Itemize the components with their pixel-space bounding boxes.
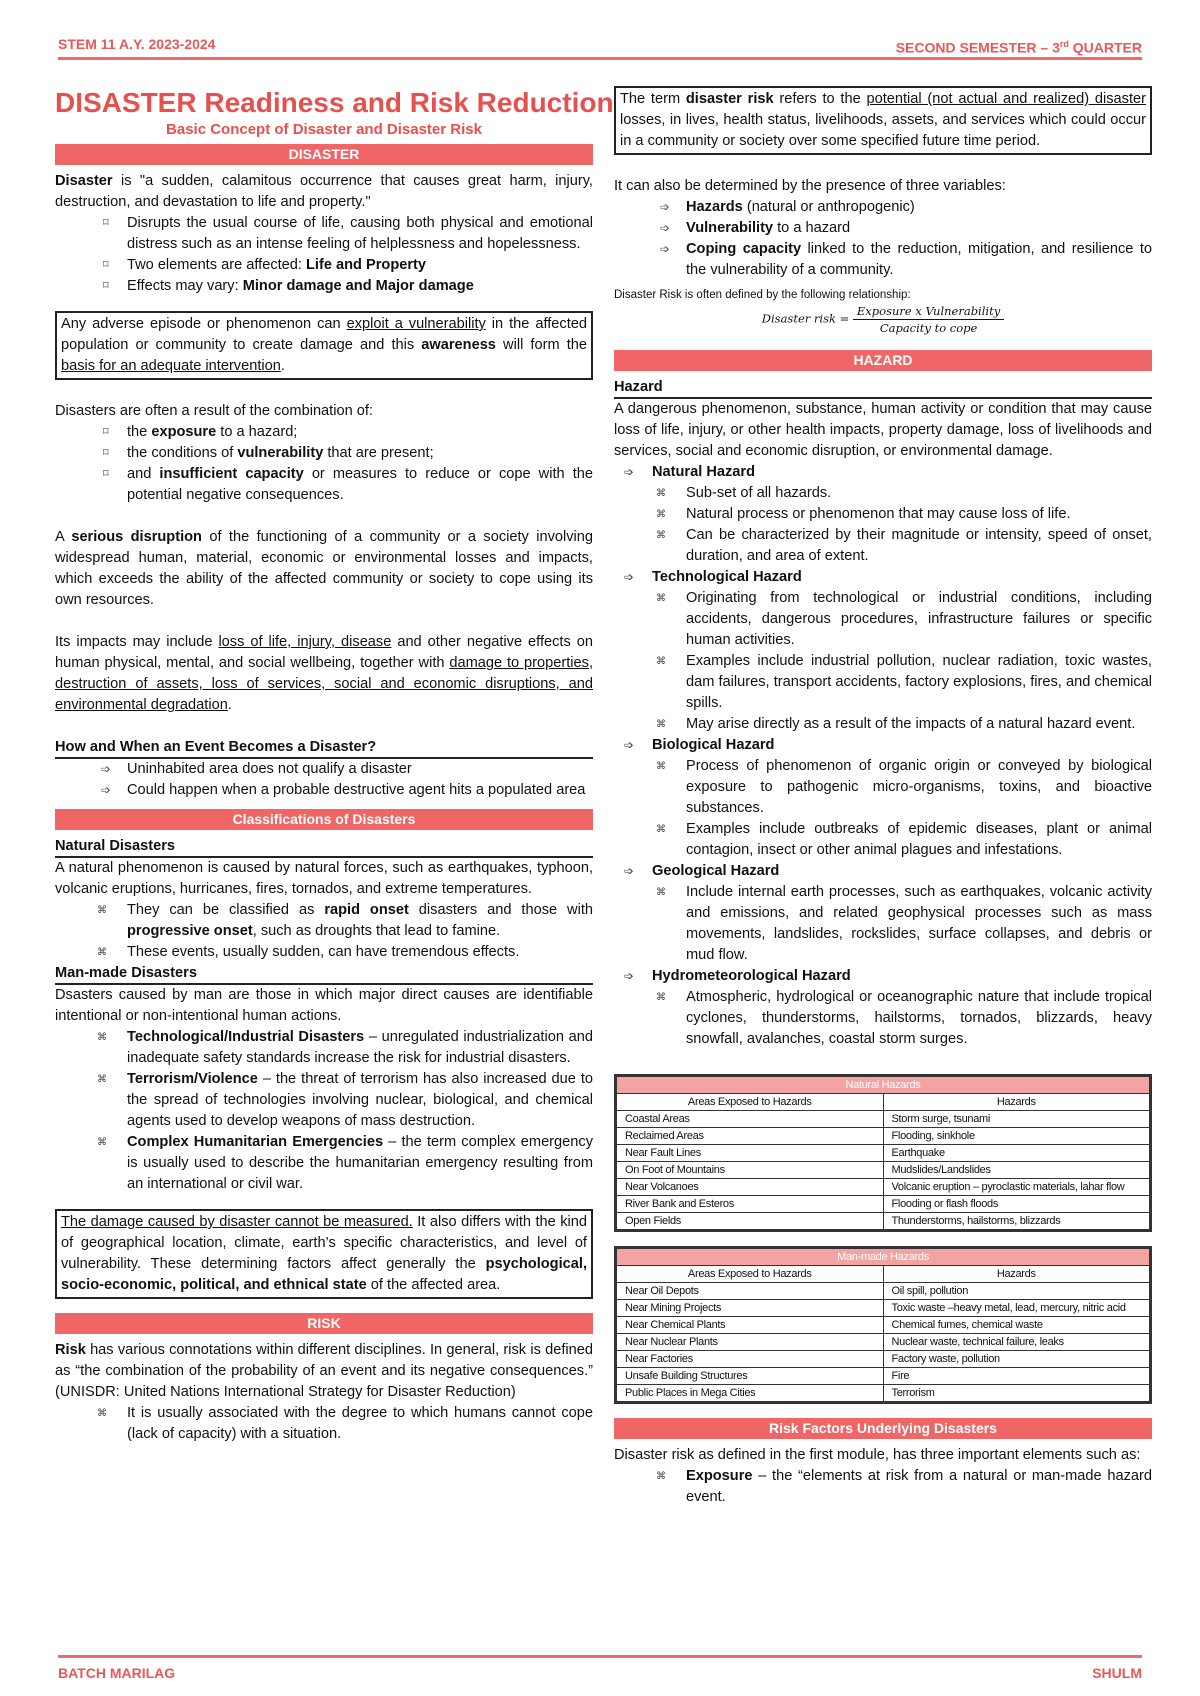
table-cell: Toxic waste –heavy metal, lead, mercury, nitric acid bbox=[883, 1300, 1150, 1317]
list-item: ⌘ Technological/Industrial Disasters – unregulated industrialization and inadequate safety standards increase the risk for industrial disasters. bbox=[127, 1027, 593, 1069]
table-cell: Thunderstorms, hailstorms, blizzards bbox=[883, 1213, 1150, 1230]
table-header: Areas Exposed to Hazards bbox=[617, 1266, 884, 1283]
hazard-definition: A dangerous phenomenon, substance, human activity or condition that may cause loss of life, injury, or other health impacts, property damage, loss of livelihoods and services, social and economic disruption, or environmental damage. bbox=[614, 401, 1152, 459]
table-row bbox=[617, 1213, 1150, 1230]
when-list bbox=[55, 759, 593, 801]
table-cell: Near Mining Projects bbox=[617, 1300, 884, 1317]
formula-fraction bbox=[853, 303, 1004, 336]
manmade-disasters-def: Dsasters caused by man are those in which major direct causes are identifiable intentional or non-intentional human actions. bbox=[55, 987, 593, 1024]
list-item: ⌘ Examples include outbreaks of epidemic diseases, plant or animal contagion, insect or other animal plagues and infestations. bbox=[686, 819, 1152, 861]
hydrometeorological-hazard-list bbox=[614, 987, 1152, 1050]
table-cell: Coastal Areas bbox=[617, 1111, 884, 1128]
table-cell: Near Volcanoes bbox=[617, 1179, 884, 1196]
table-cell: Public Places in Mega Cities bbox=[617, 1385, 884, 1402]
footer-rule bbox=[58, 1655, 1142, 1658]
list-item: ⌘ Natural process or phenomenon that may cause loss of life. bbox=[686, 504, 1152, 525]
table-cell: Volcanic eruption – pyroclastic materials, lahar flow bbox=[883, 1179, 1150, 1196]
table-cell: Factory waste, pollution bbox=[883, 1351, 1150, 1368]
list-item: ⌑ Two elements are affected: Life and Property bbox=[127, 255, 593, 276]
disaster-risk-formula bbox=[614, 303, 1152, 336]
table-row bbox=[617, 1368, 1150, 1385]
table-cell: Flooding, sinkhole bbox=[883, 1128, 1150, 1145]
table-header: Hazards bbox=[883, 1266, 1150, 1283]
list-item: ⌘ Sub-set of all hazards. bbox=[686, 483, 1152, 504]
damage-note-box: The damage caused by disaster cannot be measured. It also differs with the kind of geographical location, climate, earth’s specific characteristics, and level of vulnerability. These determining factors affect generally the psychological, socio-economic, political, and ethnical state of the affected area. bbox=[55, 1209, 593, 1299]
list-item: ⌘ Can be characterized by their magnitude or intensity, speed of onset, duration, and area of extent. bbox=[686, 525, 1152, 567]
table-row bbox=[617, 1179, 1150, 1196]
manmade-disasters-heading: Man-made Disasters bbox=[55, 963, 593, 985]
list-item: ⌘ These events, usually sudden, can have tremendous effects. bbox=[127, 942, 593, 963]
formula-denominator: Capacity to cope bbox=[879, 321, 978, 335]
list-item: ⌘ They can be classified as rapid onset disasters and those with progressive onset, such as droughts that lead to famine. bbox=[127, 900, 593, 942]
table-row bbox=[617, 1111, 1150, 1128]
table-cell: Storm surge, tsunami bbox=[883, 1111, 1150, 1128]
list-item: ⌘ Terrorism/Violence – the threat of terrorism has also increased due to the spread of technologies involving nuclear, biological, and chemical agents used to develop weapons of mass destruction. bbox=[127, 1069, 593, 1132]
table-cell: Near Chemical Plants bbox=[617, 1317, 884, 1334]
table-cell: Near Fault Lines bbox=[617, 1145, 884, 1162]
table-header: Areas Exposed to Hazards bbox=[617, 1094, 884, 1111]
table-row bbox=[617, 1283, 1150, 1300]
table-header: Hazards bbox=[883, 1094, 1150, 1111]
list-item: ⌘ Examples include industrial pollution, nuclear radiation, toxic wastes, dam failures, transport accidents, factory explosions, fires, and chemical spills. bbox=[686, 651, 1152, 714]
geological-hazard-heading: ➩ Geological Hazard bbox=[614, 861, 1152, 882]
manmade-disasters-list bbox=[55, 1027, 593, 1195]
when-heading: How and When an Event Becomes a Disaster? bbox=[55, 737, 593, 759]
risk-definition: Risk has various connotations within different disciplines. In general, risk is defined as “the combination of the probability of an event and its negative consequences.” (UNISDR: United Nations International Strategy for Disaster Reduction) bbox=[55, 1342, 593, 1400]
page-title: DISASTER Readiness and Risk Reduction bbox=[55, 87, 614, 118]
variables-list bbox=[614, 197, 1152, 281]
risk-list bbox=[55, 1403, 593, 1445]
list-item: ⌘ It is usually associated with the degree to which humans cannot cope (lack of capacity) with a situation. bbox=[127, 1403, 593, 1445]
variables-intro: It can also be determined by the presence of three variables: bbox=[614, 178, 1006, 194]
left-column bbox=[55, 86, 614, 1445]
table-row bbox=[617, 1196, 1150, 1213]
manmade-hazards-table bbox=[614, 1246, 1152, 1404]
table-row bbox=[617, 1300, 1150, 1317]
table-row bbox=[617, 1145, 1150, 1162]
technological-hazard-list bbox=[614, 588, 1152, 735]
table-row bbox=[617, 1128, 1150, 1145]
list-item: ➩ Hazards (natural or anthropogenic) bbox=[686, 197, 1152, 218]
table-cell: River Bank and Esteros bbox=[617, 1196, 884, 1213]
footer-left: BATCH MARILAG bbox=[58, 1665, 176, 1681]
natural-disasters-list bbox=[55, 900, 593, 963]
table-caption: Natural Hazards bbox=[617, 1077, 1150, 1094]
natural-disasters-def: A natural phenomenon is caused by natural forces, such as earthquakes, typhoon, volcanic eruptions, hurricanes, fires, tornados, and extreme temperatures. bbox=[55, 860, 593, 897]
disaster-definition: Disaster is "a sudden, calamitous occurrence that causes great harm, injury, destruction, and devastation to life and property." bbox=[55, 173, 593, 210]
table-cell: Mudslides/Landslides bbox=[883, 1162, 1150, 1179]
risk-factors-list bbox=[614, 1466, 1152, 1508]
list-item: ➩ Uninhabited area does not qualify a disaster bbox=[127, 759, 593, 780]
disaster-risk-box: The term disaster risk refers to the potential (not actual and realized) disaster losses, in lives, health status, livelihoods, assets, and services which could occur in a community or society over some specified future time period. bbox=[614, 86, 1152, 155]
risk-factors-banner: Risk Factors Underlying Disasters bbox=[614, 1418, 1152, 1439]
hydrometeorological-hazard-heading: ➩ Hydrometeorological Hazard bbox=[614, 966, 1152, 987]
list-item: ⌘ Process of phenomenon of organic origin or conveyed by biological exposure to pathogenic micro-organisms, toxins, and bioactive substances. bbox=[686, 756, 1152, 819]
serious-disruption-para: A serious disruption of the functioning of a community or a society involving widespread human, material, economic or environmental losses and impacts, which exceeds the ability of the affected community or society to cope using its own resources. bbox=[55, 529, 594, 608]
list-item: ⌘ May arise directly as a result of the impacts of a natural hazard event. bbox=[686, 714, 1152, 735]
list-item: ➩ Coping capacity linked to the reduction, mitigation, and resilience to the vulnerability of a community. bbox=[686, 239, 1152, 281]
table-cell: Nuclear waste, technical failure, leaks bbox=[883, 1334, 1150, 1351]
list-item: ⌑ the exposure to a hazard; bbox=[127, 422, 593, 443]
table-cell: Near Factories bbox=[617, 1351, 884, 1368]
right-column bbox=[614, 86, 1152, 1508]
table-row bbox=[617, 1334, 1150, 1351]
formula-lhs: Disaster risk = bbox=[761, 311, 850, 326]
footer-right: SHULM bbox=[1092, 1665, 1142, 1681]
hazard-heading: Hazard bbox=[614, 377, 1152, 399]
list-item: ⌘ Complex Humanitarian Emergencies – the term complex emergency is usually used to describe the humanitarian emergency resulting from an international or civil war. bbox=[127, 1132, 593, 1195]
header-right: SECOND SEMESTER – 3rd QUARTER bbox=[895, 39, 1142, 56]
risk-banner: RISK bbox=[55, 1313, 593, 1334]
list-item: ⌘ Originating from technological or industrial conditions, including accidents, dangerous procedures, infrastructure failures or specific human activities. bbox=[686, 588, 1152, 651]
disaster-bullets bbox=[55, 213, 593, 297]
technological-hazard-heading: ➩ Technological Hazard bbox=[614, 567, 1152, 588]
disaster-banner: DISASTER bbox=[55, 144, 593, 165]
risk-factors-intro: Disaster risk as defined in the first module, has three important elements such as: bbox=[614, 1447, 1141, 1463]
page-subtitle: Basic Concept of Disaster and Disaster Risk bbox=[166, 121, 482, 138]
table-cell: Reclaimed Areas bbox=[617, 1128, 884, 1145]
table-cell: Near Oil Depots bbox=[617, 1283, 884, 1300]
list-item: ⌘ Include internal earth processes, such as earthquakes, volcanic activity and emissions, and related geophysical processes such as mass movements, landslides, rockslides, surface collapses, and debris or mud flow. bbox=[686, 882, 1152, 966]
list-item: ⌘ Atmospheric, hydrological or oceanographic nature that include tropical cyclones, thunderstorms, hailstorms, tornados, blizzards, heavy snowfall, avalanches, coastal storm surges. bbox=[686, 987, 1152, 1050]
classifications-banner: Classifications of Disasters bbox=[55, 809, 593, 830]
table-cell: On Foot of Mountains bbox=[617, 1162, 884, 1179]
table-row bbox=[617, 1385, 1150, 1402]
biological-hazard-list bbox=[614, 756, 1152, 861]
natural-hazards-table bbox=[614, 1074, 1152, 1232]
geological-hazard-list bbox=[614, 882, 1152, 966]
table-caption: Man-made Hazards bbox=[617, 1249, 1150, 1266]
list-item: ⌑ the conditions of vulnerability that are present; bbox=[127, 443, 593, 464]
hazard-banner: HAZARD bbox=[614, 350, 1152, 371]
table-cell: Earthquake bbox=[883, 1145, 1150, 1162]
vulnerability-note-box: Any adverse episode or phenomenon can exploit a vulnerability in the affected population or community to create damage and this awareness will form the basis for an adequate intervention. bbox=[55, 311, 593, 380]
table-row bbox=[617, 1162, 1150, 1179]
combination-list bbox=[55, 422, 593, 506]
list-item: ⌑ Effects may vary: Minor damage and Major damage bbox=[127, 276, 593, 297]
table-cell: Flooding or flash floods bbox=[883, 1196, 1150, 1213]
page-header bbox=[58, 34, 1142, 56]
header-left: STEM 11 A.Y. 2023-2024 bbox=[58, 36, 216, 52]
table-cell: Fire bbox=[883, 1368, 1150, 1385]
combination-intro: Disasters are often a result of the combination of: bbox=[55, 403, 373, 419]
list-item: ⌘ Exposure – the “elements at risk from a natural or man-made hazard event. bbox=[686, 1466, 1152, 1508]
formula-numerator: Exposure x Vulnerability bbox=[853, 303, 1004, 320]
natural-hazard-list bbox=[614, 483, 1152, 567]
relationship-intro: Disaster Risk is often defined by the following relationship: bbox=[614, 289, 911, 301]
table-cell: Chemical fumes, chemical waste bbox=[883, 1317, 1150, 1334]
header-rule bbox=[58, 57, 1142, 60]
table-row bbox=[617, 1317, 1150, 1334]
table-cell: Unsafe Building Structures bbox=[617, 1368, 884, 1385]
table-cell: Oil spill, pollution bbox=[883, 1283, 1150, 1300]
table-cell: Near Nuclear Plants bbox=[617, 1334, 884, 1351]
list-item: ➩ Vulnerability to a hazard bbox=[686, 218, 1152, 239]
list-item: ⌑ and insufficient capacity or measures to reduce or cope with the potential negative consequences. bbox=[127, 464, 593, 506]
list-item: ➩ Could happen when a probable destructive agent hits a populated area bbox=[127, 780, 593, 801]
table-cell: Open Fields bbox=[617, 1213, 884, 1230]
impacts-para: Its impacts may include loss of life, injury, disease and other negative effects on human physical, mental, and social wellbeing, together with damage to properties, destruction of assets, loss of services, social and economic disruptions, and environmental degradation. bbox=[55, 634, 593, 713]
biological-hazard-heading: ➩ Biological Hazard bbox=[614, 735, 1152, 756]
natural-disasters-heading: Natural Disasters bbox=[55, 836, 593, 858]
table-cell: Terrorism bbox=[883, 1385, 1150, 1402]
list-item: ⌑ Disrupts the usual course of life, causing both physical and emotional distress such as an intense feeling of helplessness and hopelessness. bbox=[127, 213, 593, 255]
natural-hazard-heading: ➩ Natural Hazard bbox=[614, 462, 1152, 483]
table-row bbox=[617, 1351, 1150, 1368]
